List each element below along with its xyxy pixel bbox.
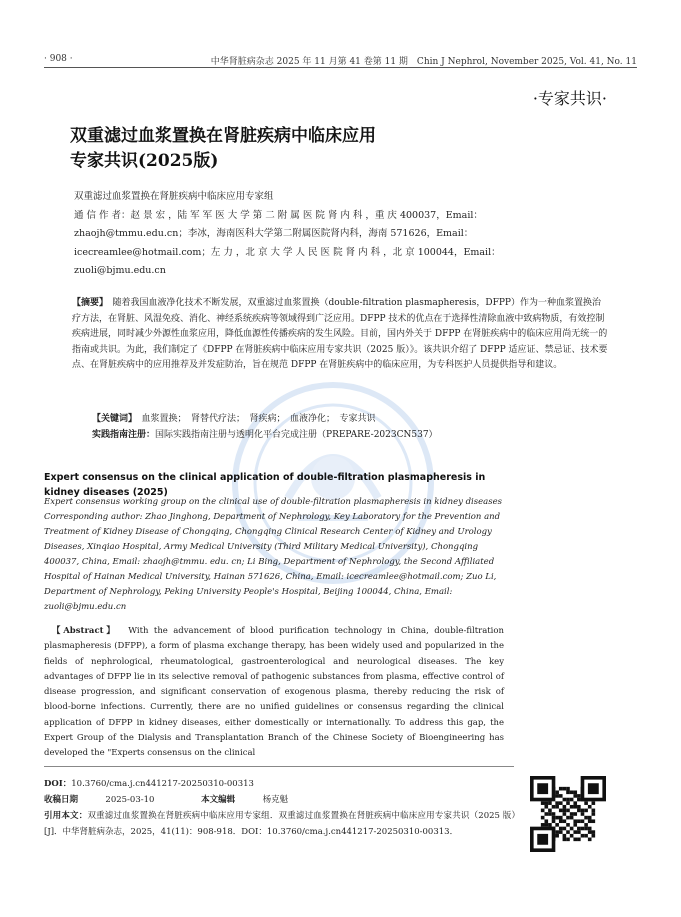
qr-module: [555, 834, 559, 838]
qr-module: [555, 805, 559, 809]
qr-module: [541, 823, 545, 827]
citation-label: 引用本文：: [44, 811, 88, 821]
qr-module: [573, 812, 577, 816]
doi-label: DOI：: [44, 779, 72, 789]
qr-module: [559, 809, 563, 813]
doi-line: [44, 776, 520, 792]
qr-module: [566, 809, 570, 813]
abstract-label: 【摘要】: [72, 298, 104, 308]
keywords: [92, 412, 376, 428]
qr-module: [559, 787, 563, 791]
qr-module: [573, 790, 577, 794]
qr-module: [584, 823, 588, 827]
qr-module: [559, 794, 563, 798]
qr-module: [592, 830, 596, 834]
qr-module: [555, 801, 559, 805]
qr-module: [588, 830, 592, 834]
author-line: zuoli@bjmu.edu.cn: [74, 265, 166, 276]
english-title: Expert consensus on the clinical application of double-filtration plasmapheresis in kidney diseases (2025): [44, 472, 486, 498]
qr-module: [592, 819, 596, 823]
qr-module: [541, 801, 545, 805]
qr-module: [573, 801, 577, 805]
qr-finder: [588, 783, 599, 794]
footer: [44, 776, 520, 840]
qr-module: [577, 809, 581, 813]
qr-module: [555, 823, 559, 827]
qr-module: [570, 827, 574, 831]
received-label: 收稿日期: [44, 795, 79, 805]
qr-module: [555, 830, 559, 834]
qr-module: [544, 805, 548, 809]
qr-module: [570, 812, 574, 816]
qr-module: [581, 834, 585, 838]
section-tag: ·专家共识·: [532, 89, 607, 108]
qr-module: [566, 801, 570, 805]
qr-module: [577, 830, 581, 834]
citation-text: 双重滤过血浆置换在肾脏疾病中临床应用专家组．双重滤过血浆置换在肾脏疾病中临床应用专家共识（2025 版）[J]．中华肾脏病杂志，2025，41(11)：908-918．DOI：10.3760/cma.j.cn441217-20250310-00313．: [44, 811, 520, 837]
qr-module: [592, 809, 596, 813]
qr-module: [559, 816, 563, 820]
qr-module: [541, 809, 545, 813]
qr-module: [559, 827, 563, 831]
qr-module: [581, 812, 585, 816]
qr-module: [566, 838, 570, 842]
author-line: 通 信 作 者：赵 景 宏 ，陆 军 军 医 大 学 第 二 附 属 医 院 肾 内 科 ，重 庆 400037，Email：: [74, 209, 483, 221]
editor-label: 本文编辑: [201, 795, 236, 805]
qr-module: [566, 790, 570, 794]
qr-module: [559, 801, 563, 805]
qr-module: [573, 830, 577, 834]
author-line: icecreamlee@hotmail.com；左 力 ，北 京 大 学 人 民 医 院 肾 内 科 ，北 京 100044，Email：: [74, 246, 501, 258]
author-block: [74, 188, 614, 281]
qr-module: [563, 834, 567, 838]
title-line-1: 双重滤过血浆置换在肾脏疾病中临床应用: [70, 126, 376, 146]
english-corresponding: Corresponding author: Zhao Jinghong, Department of Nephrology, Key Laboratory for the Prevention and Treatment of Kidney Disease of Chongqing, Chongqing Clinical Research Center of Kidney and Urology Diseases, Xinqiao Hospital, Army Medical University (Third Military Medical University), Chongqing 400037, China, Email: zhaojh@tmmu. edu. cn; Li Bing, Department of Nephrology, the Second Affiliated Hospital of Hainan Medical University, Hainan 571626, China, Email: icecreamlee@hotmail.com; Zuo Li, Department of Nephrology, Peking University People's Hospital, Beijing 100044, China, Email: zuoli@bjmu.edu.cn: [44, 512, 501, 612]
qr-module: [592, 801, 596, 805]
qr-module: [573, 838, 577, 842]
qr-module: [555, 816, 559, 820]
english-author-block: [44, 495, 504, 615]
qr-module: [563, 819, 567, 823]
qr-module: [555, 794, 559, 798]
qr-module: [570, 798, 574, 802]
qr-module: [548, 801, 552, 805]
qr-finder: [537, 834, 548, 845]
abstract-text: 随着我国血液净化技术不断发展，双重滤过血浆置换（double-filtration plasmapheresis，DFPP）作为一种血浆置换治疗方法，在肾脏、风湿免疫、消化、神经系统疾病等领域得到广泛应用。DFPP 技术的优点在于选择性清除血液中致病物质，有效控制疾病进展，同时减少外源性血浆应用，降低血源性传播疾病的发生风险。目前，国内外关于 DFPP 在肾脏疾病中的临床应用尚无统一的指南或共识。为此，我们制定了《DFPP 在肾脏疾病中临床应用专家共识（2025 版）》。该共识介绍了 DFPP 适应证、禁忌证、技术要点、在肾脏疾病中的应用推荐及并发症防治，旨在规范 DFPP 在肾脏疾病中的临床应用，为专科医护人员提供指导和建议。: [72, 298, 608, 370]
english-group: Expert consensus working group on the clinical use of double-filtration plasmapheresis in kidney diseases: [44, 497, 502, 507]
qr-module: [592, 812, 596, 816]
qr-module: [588, 816, 592, 820]
qr-module: [548, 823, 552, 827]
qr-module: [570, 834, 574, 838]
author-group: 双重滤过血浆置换在肾脏疾病中临床应用专家组: [74, 191, 274, 202]
qr-module: [588, 819, 592, 823]
qr-module: [552, 812, 556, 816]
qr-finder: [537, 783, 548, 794]
qr-module: [552, 816, 556, 820]
qr-module: [573, 805, 577, 809]
page-number: · 908 ·: [44, 54, 73, 64]
qr-module: [588, 805, 592, 809]
qr-module: [566, 823, 570, 827]
qr-module: [566, 816, 570, 820]
qr-module: [570, 790, 574, 794]
qr-module: [544, 801, 548, 805]
qr-module: [563, 809, 567, 813]
qr-module: [563, 838, 567, 842]
qr-module: [563, 787, 567, 791]
qr-module: [581, 827, 585, 831]
qr-module: [577, 798, 581, 802]
qr-module: [570, 816, 574, 820]
title-line-2: 专家共识(2025版): [70, 151, 219, 171]
citation: [44, 808, 520, 840]
qr-module: [552, 819, 556, 823]
keywords-label: 【关键词】: [92, 414, 133, 424]
qr-module: [592, 834, 596, 838]
qr-module: [559, 819, 563, 823]
guideline-registration: [92, 428, 438, 444]
qr-module: [544, 819, 548, 823]
received-date: 2025-03-10: [105, 795, 155, 805]
qr-module: [544, 812, 548, 816]
english-abstract: [44, 624, 504, 762]
english-abstract-text: With the advancement of blood purification technology in China, double-filtration plasmapheresis (DFPP), a form of plasma exchange therapy, has been widely used and popularized in the fields of nephrological, rheumatological, gastroenterological and neurological diseases. The key advantages of DFPP lie in its selective removal of pathogenic substances from plasma, effective control of disease progression, and significant conservation of exogenous plasma, thereby reducing the risk of blood-borne infections. Currently, there are no unified guidelines or consensus regarding the clinical application of DFPP in kidney diseases, either domestically or internationally. To address this gap, the Expert Group of the Dialysis and Transplantation Branch of the Chinese Society of Bioengineering has developed the "Experts consensus on the clinical: [44, 626, 504, 759]
qr-module: [584, 809, 588, 813]
journal-citation: 中华肾脏病杂志 2025 年 11 月第 41 卷第 11 期 Chin J Nephrol, November 2025, Vol. 41, No. 11: [210, 57, 637, 67]
qr-module: [544, 823, 548, 827]
qr-module: [577, 794, 581, 798]
qr-module: [573, 823, 577, 827]
qr-module: [563, 805, 567, 809]
chinese-abstract: [72, 296, 608, 374]
qr-module: [570, 805, 574, 809]
qr-module: [563, 812, 567, 816]
registration-label: 实践指南注册：: [92, 430, 156, 440]
qr-code-icon[interactable]: [530, 776, 606, 852]
qr-module: [584, 801, 588, 805]
qr-module: [581, 809, 585, 813]
header-rule: [44, 67, 637, 68]
qr-module: [588, 838, 592, 842]
qr-module: [577, 827, 581, 831]
english-abstract-label: 【Abstract】: [52, 626, 118, 636]
qr-module: [559, 830, 563, 834]
qr-module: [541, 816, 545, 820]
qr-module: [573, 794, 577, 798]
qr-module: [577, 819, 581, 823]
author-line: zhaojh@tmmu.edu.cn；李冰，海南医科大学第二附属医院肾内科，海南 571626，Email：: [74, 228, 474, 239]
qr-module: [584, 816, 588, 820]
qr-module: [563, 798, 567, 802]
received-editor-line: [44, 792, 520, 808]
qr-module: [584, 827, 588, 831]
registration-text: 国际实践指南注册与透明化平台完成注册（PREPARE-2023CN537）: [155, 430, 438, 440]
qr-module: [588, 827, 592, 831]
qr-module: [566, 830, 570, 834]
qr-module: [566, 787, 570, 791]
qr-module: [563, 827, 567, 831]
qr-module: [566, 798, 570, 802]
qr-module: [548, 812, 552, 816]
qr-module: [552, 805, 556, 809]
qr-module: [584, 834, 588, 838]
qr-module: [577, 838, 581, 842]
article-title: [70, 124, 530, 174]
qr-module: [573, 819, 577, 823]
qr-module: [555, 790, 559, 794]
keywords-text: 血浆置换； 肾替代疗法； 肾疾病； 血液净化； 专家共识: [132, 414, 376, 424]
qr-module: [548, 809, 552, 813]
footer-rule: [44, 766, 514, 767]
doi-link[interactable]: 10.3760/cma.j.cn441217-20250310-00313: [71, 779, 254, 789]
editor-name: 杨克魁: [262, 795, 289, 805]
qr-module: [577, 805, 581, 809]
qr-module: [581, 819, 585, 823]
